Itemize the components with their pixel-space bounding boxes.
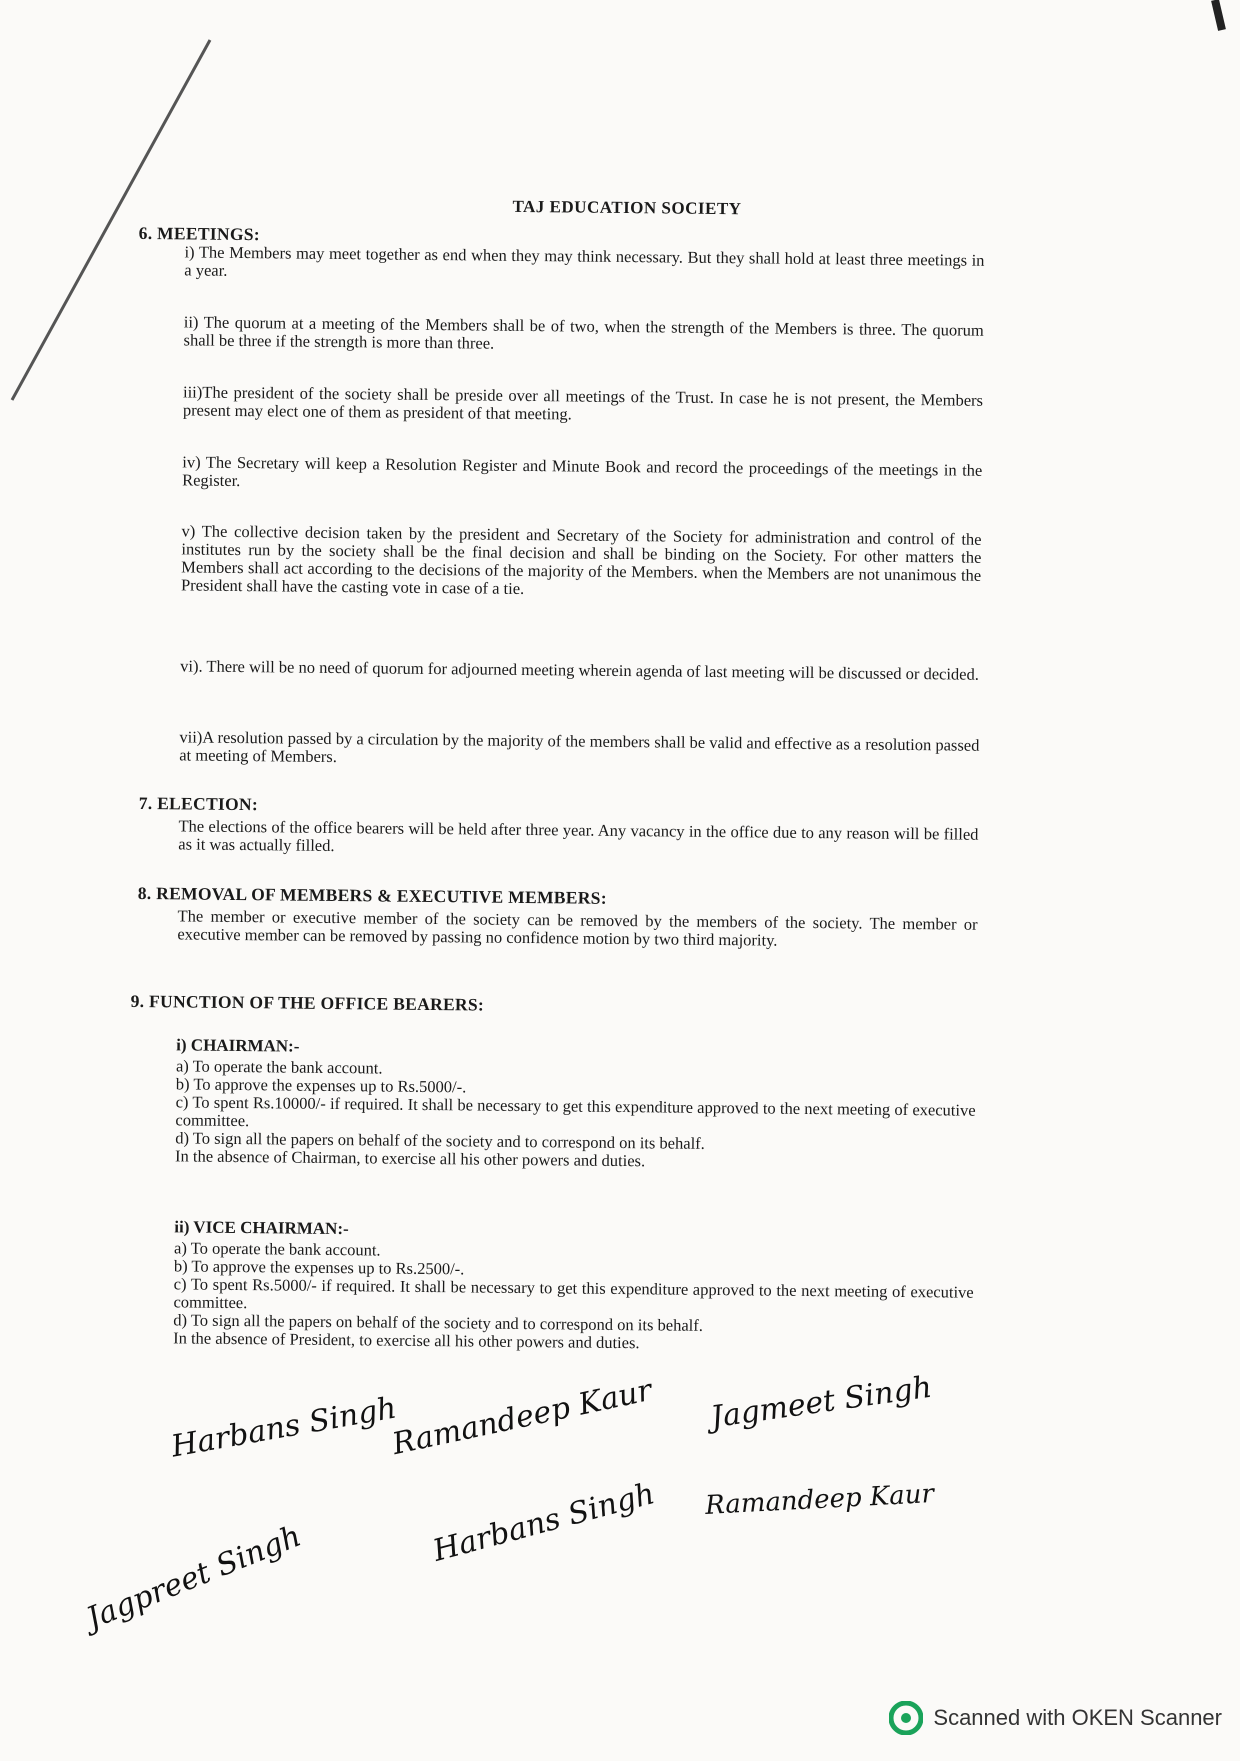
section-heading-election: 7. ELECTION: (138, 792, 259, 815)
section-heading-meetings: 6. MEETINGS: (138, 222, 261, 245)
section-heading-functions: 9. FUNCTION OF THE OFFICE BEARERS: (130, 990, 485, 1015)
signature: Ramandeep Kaur (389, 1372, 655, 1463)
list-item: c) To spent Rs.5000/- if required. It shall be necessary to get this expenditure approved to the next meeting of executive committee. (173, 1274, 974, 1313)
meetings-item: v) The collective decision taken by the president and Secretary of the Society for administration and control of the institutes run by the society shall be the final decision and shall be binding on the Society. For other matters the Members shall act according to the decisions of the majority of the Members. when the Members are not unanimous the President shall have the casting vote in case of a tie. (180, 521, 982, 598)
vice-chairman-heading: ii) VICE CHAIRMAN:- (174, 1217, 349, 1239)
list-item: d) To sign all the papers on behalf of the society and to correspond on its behalf. (175, 1128, 705, 1153)
list-item: c) To spent Rs.10000/- if required. It shall be necessary to get this expenditure approved to the next meeting of executive committee. (175, 1092, 976, 1131)
section-heading-removal: 8. REMOVAL OF MEMBERS & EXECUTIVE MEMBERS: (137, 882, 608, 908)
list-item: In the absence of Chairman, to exercise all his other powers and duties. (174, 1146, 646, 1171)
document-title: TAJ EDUCATION SOCIETY (512, 196, 742, 219)
scanner-watermark (889, 1701, 1222, 1735)
meetings-item: iv) The Secretary will keep a Resolution Register and Minute Book and record the proceedings of the meetings in the Register. (182, 452, 983, 491)
list-item: b) To approve the expenses up to Rs.2500/-. (173, 1256, 465, 1279)
signature: Jagpreet Singh (81, 1518, 307, 1637)
oken-logo-icon (889, 1701, 923, 1735)
chairman-heading: i) CHAIRMAN:- (176, 1035, 300, 1056)
signature: Harbans Singh (168, 1390, 400, 1465)
list-item: a) To operate the bank account. (173, 1238, 381, 1260)
list-item: In the absence of President, to exercise all his other powers and duties. (173, 1328, 640, 1353)
scanner-label: Scanned with OKEN Scanner (933, 1705, 1222, 1730)
meetings-item: vii)A resolution passed by a circulation by the majority of the members shall be valid and effective as a resolution passed at meeting of Members. (179, 727, 980, 767)
signature: Jagmeet Singh (708, 1369, 935, 1436)
meetings-item: iii)The president of the society shall be preside over all meetings of the Trust. In case he is not present, the Members present may elect one of them as president of that meeting. (182, 382, 984, 424)
vice-chairman-list (173, 1239, 974, 1355)
list-item: a) To operate the bank account. (175, 1056, 383, 1078)
meetings-item: vi). There will be no need of quorum for adjourned meeting wherein agenda of last meeting will be discussed or decided. (180, 656, 980, 684)
signature: Harbans Singh (429, 1476, 659, 1569)
chairman-list (175, 1057, 976, 1173)
signature: Ramandeep Kaur (704, 1479, 935, 1521)
meetings-item: i) The Members may meet together as end when they may think necessary. But they shall hold at least three meetings in a year. (184, 242, 985, 280)
removal-text: The member or executive member of the society can be removed by the members of the society. The member or executive member can be removed by passing no confidence motion by two third majority. (177, 906, 978, 950)
meetings-item: ii) The quorum at a meeting of the Members shall be of two, when the strength of the Members is three. The quorum shall be three if the strength is more than three. (183, 312, 984, 353)
election-text: The elections of the office bearers will be held after three year. Any vacancy in the office due to any reason will be filled as it was actually filled. (178, 816, 979, 856)
list-item: b) To approve the expenses up to Rs.5000/-. (175, 1074, 467, 1097)
list-item: d) To sign all the papers on behalf of the society and to correspond on its behalf. (173, 1310, 704, 1335)
